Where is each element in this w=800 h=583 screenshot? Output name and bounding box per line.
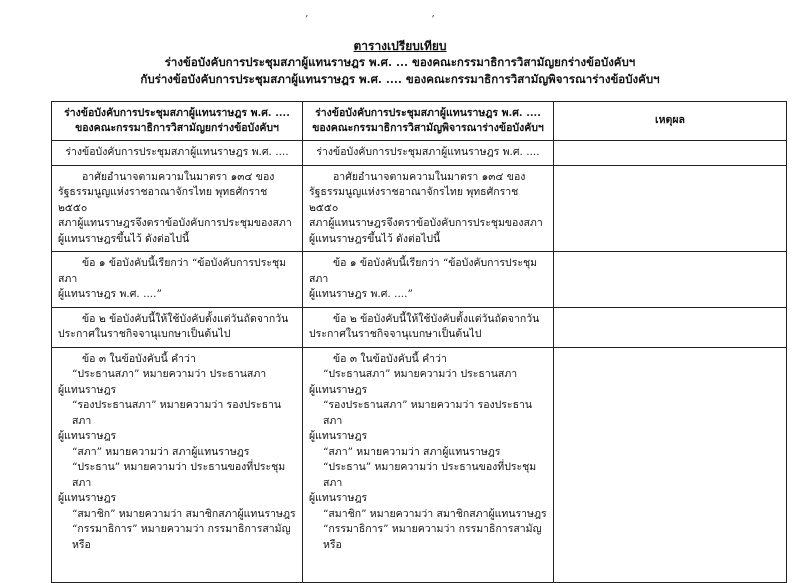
text-line: ข้อ ๓ ในข้อบังคับนี้ คำว่า: [82, 352, 196, 365]
text-line: สภาผู้แทนราษฎรจึงตราข้อบังคับการประชุมของสภา: [309, 217, 543, 229]
table-header-row: [52, 102, 787, 141]
document-subtitle-2: กับร่างข้อบังคับการประชุมสภาผู้แทนราษฎร พ.ศ. .... ของคณะกรรมาธิการวิสามัญพิจารณาร่างข้อบังคับฯ: [140, 72, 660, 86]
text-line: ผู้แทนราษฎร: [58, 430, 117, 442]
definition-line: “รองประธานสภา” หมายความว่า รองประธานสภา: [72, 399, 282, 427]
scan-marks: , ,: [305, 8, 495, 19]
cell-clause3-review: [303, 347, 554, 582]
cell-reason: [554, 307, 787, 347]
header-line: ของคณะกรรมาธิการวิสามัญพิจารณาร่างข้อบังคับฯ: [312, 122, 544, 134]
definition-line: “กรรมาธิการ” หมายความว่า กรรมาธิการสามัญหรือ: [323, 523, 542, 551]
text-line: อาศัยอำนาจตามความในมาตรา ๑๓๔ ของ: [333, 170, 526, 183]
definition-line: “รองประธานสภา” หมายความว่า รองประธานสภา: [323, 399, 533, 427]
text-line: ผู้แทนราษฎรขึ้นไว้ ดังต่อไปนี้: [309, 232, 441, 245]
cell-clause1-draft: [52, 252, 303, 308]
text-line: ผู้แทนราษฎร พ.ศ. ....”: [309, 288, 413, 300]
text-line: ข้อ ๑ ข้อบังคับนี้เรียกว่า “ข้อบังคับการประชุมสภา: [309, 257, 538, 285]
definition-line: “สภา” หมายความว่า สภาผู้แทนราษฎร: [72, 445, 250, 458]
cell-clause3-draft: [52, 347, 303, 582]
text-line: ผู้แทนราษฎร: [309, 383, 368, 396]
text-line: ข้อ ๒ ข้อบังคับนี้ให้ใช้บังคับตั้งแต่วันถัดจากวัน: [333, 312, 540, 325]
table-row: [52, 141, 787, 166]
table-row: [52, 165, 787, 252]
document-heading: [0, 38, 800, 88]
text-line: ผู้แทนราษฎร: [309, 430, 368, 442]
text-line: ประกาศในราชกิจจานุเบกษาเป็นต้นไป: [309, 328, 482, 340]
definition-line: “ประธาน” หมายความว่า ประธานของที่ประชุมสภา: [323, 461, 537, 489]
text-line: รัฐธรรมนูญแห่งราชอาณาจักรไทย พุทธศักราช ๒๕๕๐: [58, 186, 268, 214]
definition-line: “ประธานสภา” หมายความว่า ประธานสภา: [72, 368, 267, 380]
cell-reason: [554, 141, 787, 166]
text-line: สภาผู้แทนราษฎรจึงตราข้อบังคับการประชุมของสภา: [58, 217, 292, 229]
definition-line: “กรรมาธิการ” หมายความว่า กรรมาธิการสามัญหรือ: [72, 523, 291, 551]
text-line: อาศัยอำนาจตามความในมาตรา ๑๓๔ ของ: [82, 170, 275, 183]
comparison-table: [51, 101, 787, 583]
text-line: ประกาศในราชกิจจานุเบกษาเป็นต้นไป: [58, 328, 231, 340]
text-line: ข้อ ๒ ข้อบังคับนี้ให้ใช้บังคับตั้งแต่วันถัดจากวัน: [82, 312, 289, 325]
header-col-reason: เหตุผล: [554, 102, 787, 141]
text-line: ผู้แทนราษฎรขึ้นไว้ ดังต่อไปนี้: [58, 232, 190, 245]
text-line: ข้อ ๑ ข้อบังคับนี้เรียกว่า “ข้อบังคับการประชุมสภา: [58, 257, 287, 285]
header-col-committee-draft: [52, 102, 303, 141]
definition-line: “ประธาน” หมายความว่า ประธานของที่ประชุมสภา: [72, 461, 286, 489]
header-line: ของคณะกรรมาธิการวิสามัญยกร่างข้อบังคับฯ: [75, 122, 279, 134]
text-line: ผู้แทนราษฎร พ.ศ. ....”: [58, 288, 162, 300]
cell-clause2-draft: [52, 307, 303, 347]
header-col-committee-review: [303, 102, 554, 141]
definition-line: “สมาชิก” หมายความว่า สมาชิกสภาผู้แทนราษฎร: [323, 507, 547, 520]
cell-reason: [554, 347, 787, 582]
text-line: ผู้แทนราษฎร: [58, 383, 117, 396]
document-subtitle-1: ร่างข้อบังคับการประชุมสภาผู้แทนราษฎร พ.ศ. ... ของคณะกรรมาธิการวิสามัญยกร่างข้อบังคับฯ: [164, 55, 636, 69]
table-row: [52, 252, 787, 308]
cell-preamble-draft: [52, 165, 303, 252]
cell-reason: [554, 252, 787, 308]
text-line: ข้อ ๓ ในข้อบังคับนี้ คำว่า: [333, 352, 447, 365]
definition-line: “สมาชิก” หมายความว่า สมาชิกสภาผู้แทนราษฎร: [72, 507, 296, 520]
header-line: ร่างข้อบังคับการประชุมสภาผู้แทนราษฎร พ.ศ. ....: [315, 106, 541, 119]
cell-clause1-review: [303, 252, 554, 308]
cell-reason: [554, 165, 787, 252]
text-line: รัฐธรรมนูญแห่งราชอาณาจักรไทย พุทธศักราช ๒๕๕๐: [309, 186, 519, 214]
cell-title-draft: ร่างข้อบังคับการประชุมสภาผู้แทนราษฎร พ.ศ. ....: [52, 141, 303, 166]
table-row: [52, 347, 787, 582]
document-title: ตารางเปรียบเทียบ: [353, 39, 447, 53]
definition-line: “ประธานสภา” หมายความว่า ประธานสภา: [323, 368, 518, 380]
cell-title-review: ร่างข้อบังคับการประชุมสภาผู้แทนราษฎร พ.ศ. ....: [303, 141, 554, 166]
header-line: ร่างข้อบังคับการประชุมสภาผู้แทนราษฎร พ.ศ. ....: [64, 106, 290, 119]
cell-preamble-review: [303, 165, 554, 252]
table-row: [52, 307, 787, 347]
text-line: ผู้แทนราษฎร: [58, 492, 117, 504]
text-line: ผู้แทนราษฎร: [309, 492, 368, 504]
definition-line: “สภา” หมายความว่า สภาผู้แทนราษฎร: [323, 445, 501, 458]
cell-clause2-review: [303, 307, 554, 347]
